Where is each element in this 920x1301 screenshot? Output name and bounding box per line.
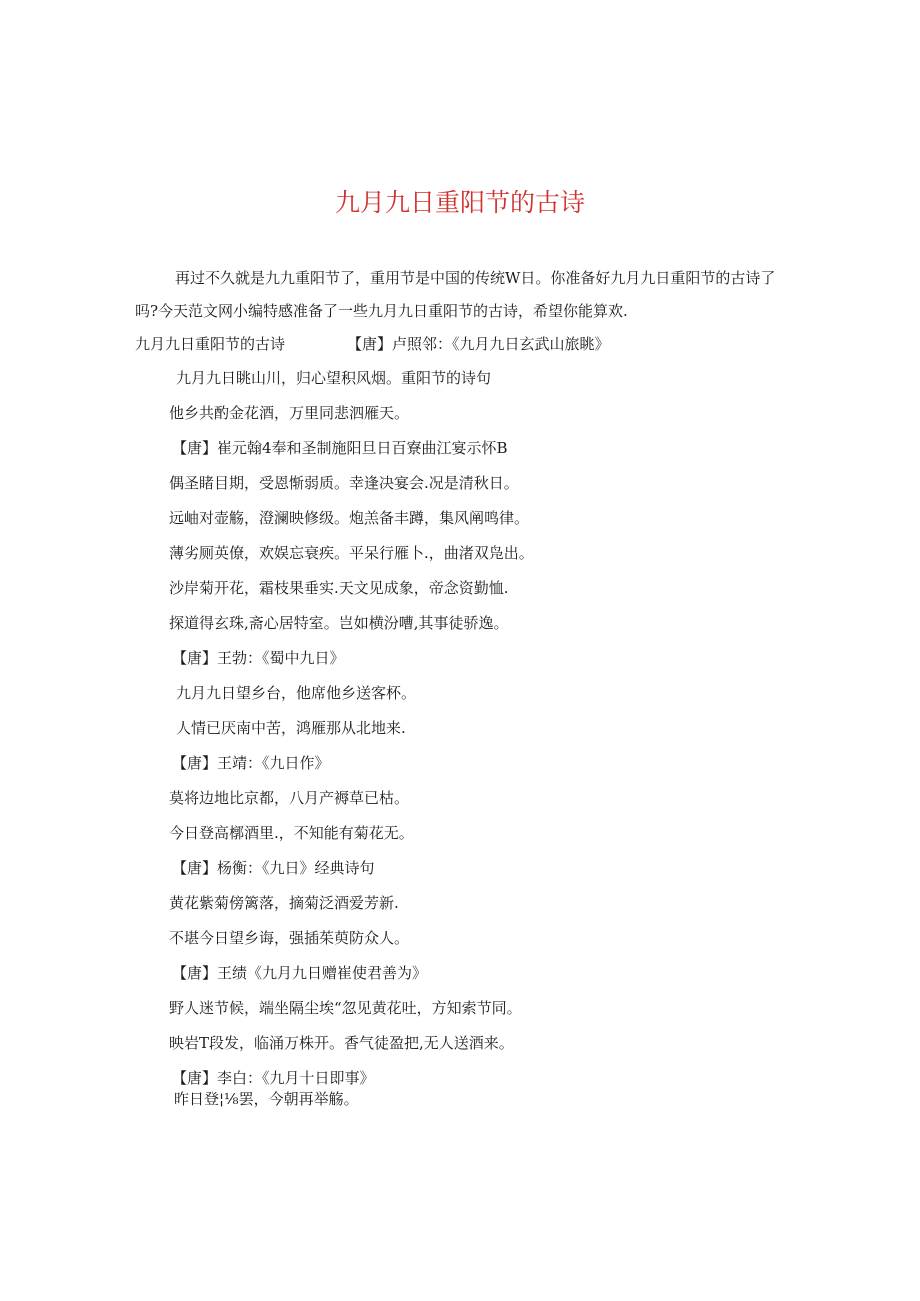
poem-line: 他乡共酌金花酒，万里同悲泗雁天。 <box>169 404 410 422</box>
intro-paragraph: 再过不久就是九九重阳节了，重用节是中国的传统W日。你准备好九月九日重阳节的古诗了吗?今天范文网小编特感准备了一些九月九日重阳节的古诗，希望你能算欢. <box>135 269 776 320</box>
poem-line: 沙岸菊开花，霜枝果垂实.天文见成象，帝念资勤恤. <box>169 579 509 597</box>
poem-line: 映岩T段发，临涌万株开。香气徒盈把,无人送酒来。 <box>169 1034 514 1052</box>
poem-line: 莫将边地比京都，八月产褥草已枯。 <box>169 789 410 807</box>
poem-line: 探道得玄珠,斋心居特室。岂如横汾嘈,其事徒骄逸。 <box>169 614 509 632</box>
poem-line: 今日登高槨酒里.，不知能有菊花无。 <box>169 824 414 842</box>
poem-line: 远岫对壶觞，澄澜映修级。炮羔备丰蹲，集风阐鸣律。 <box>169 509 530 527</box>
page-title: 九月九日重阳节的古诗 <box>334 188 585 217</box>
poem-line: 薄劣厕英僚，欢娱忘衰疾。平呆行雁卜.，曲渚双凫出。 <box>169 544 534 562</box>
poem-line: 偶圣睹目期，受恩惭弱质。幸逢决宴会.况是清秋日。 <box>169 474 519 492</box>
poem-line: 九月九日望乡台，他席他乡送客杯。 <box>176 684 417 702</box>
poem-header-line <box>135 334 610 354</box>
poem-author: 【唐】王绩《九月九日赠崔使君善为》 <box>172 964 428 982</box>
poem-line: 黄花紫菊傍篱落，摘菊泛酒爱芳新. <box>169 894 399 912</box>
poem-line: 野人迷节候，端坐隔尘埃“忽见黄花吐，方知索节同。 <box>169 999 522 1017</box>
section-label: 九月九日重阳节的古诗 <box>135 335 286 353</box>
poem-author: 【唐】崔元翰4奉和圣制施阳旦日百寮曲江宴示怀B <box>172 439 508 457</box>
poem-line: 人情已厌南中苦，鸿雁那从北地来. <box>176 719 406 737</box>
poem-line: 九月九日眺山川，归心望积风烟。重阳节的诗句 <box>176 369 492 387</box>
poem-line: 不堪今日望乡诲，强插茱萸防众人。 <box>169 929 410 947</box>
poem-line: 昨日登¦⅛罢，今朝再举觞。 <box>174 1090 359 1108</box>
poem-author: 【唐】杨衡：《九日》经典诗句 <box>172 859 375 877</box>
poem-author: 【唐】王勃：《蜀中九日》 <box>172 649 345 667</box>
poem-author: 【唐】卢照邻：《九月九日玄武山旅眺》 <box>347 335 610 353</box>
poem-author: 【唐】王靖：《九日作》 <box>172 754 330 772</box>
poem-author: 【唐】李白：《九月十日即事》 <box>172 1069 375 1087</box>
